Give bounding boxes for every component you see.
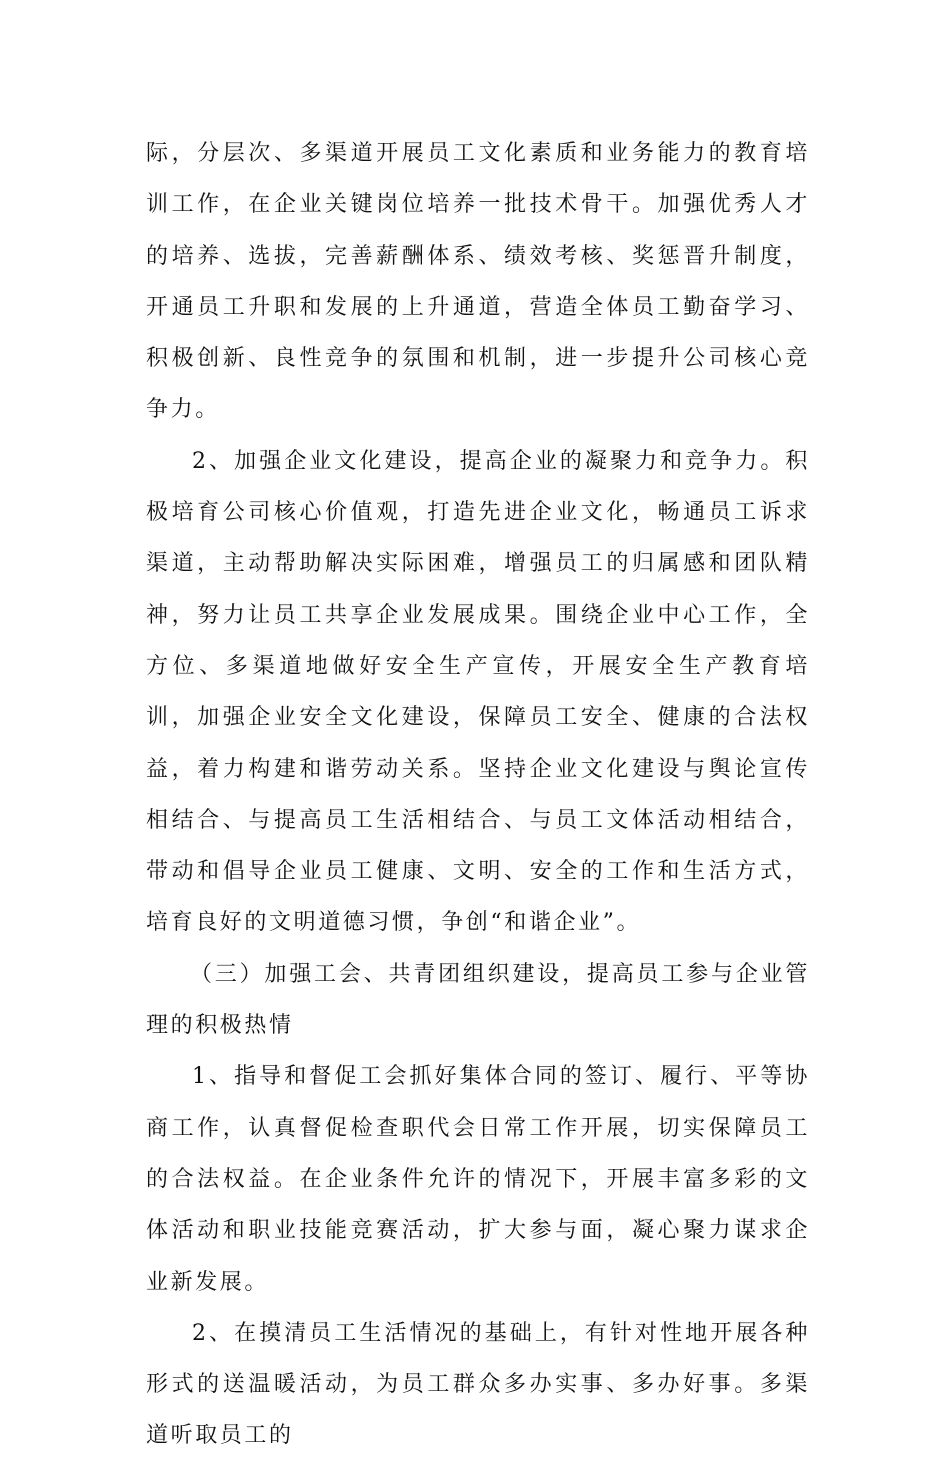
paragraph-union-guidance: 1、指导和督促工会抓好集体合同的签订、履行、平等协商工作，认真督促检查职代会日常工作开展，切实保障员工的合法权益。在企业条件允许的情况下，开展丰富多彩的文体活动和职业技能竞赛活动，扩大参与面，凝心聚力谋求企业新发展。 [146, 1064, 810, 1295]
paragraph-corporate-culture: 2、加强企业文化建设，提高企业的凝聚力和竞争力。积极培育公司核心价值观，打造先进企业文化，畅通员工诉求渠道，主动帮助解决实际困难，增强员工的归属感和团队精神，努力让员工共享企业发展成果。围绕企业中心工作，全方位、多渠道地做好安全生产宣传，开展安全生产教育培训，加强企业安全文化建设，保障员工安全、健康的合法权益，着力构建和谐劳动关系。坚持企业文化建设与舆论宣传相结合、与提高员工生活相结合、与员工文体活动相结合，带动和倡导企业员工健康、文明、安全的工作和生活方式，培育良好的文明道德习惯，争创“和谐企业”。 [146, 448, 810, 936]
body-text [146, 128, 810, 1462]
section-heading-union: （三）加强工会、共青团组织建设，提高员工参与企业管理的积极热情 [146, 961, 810, 1039]
paragraph-continuation: 际，分层次、多渠道开展员工文化素质和业务能力的教育培训工作，在企业关键岗位培养一批技术骨干。加强优秀人才的培养、选拔，完善薪酬体系、绩效考核、奖惩晋升制度，开通员工升职和发展的上升通道，营造全体员工勤奋学习、积极创新、良性竞争的氛围和机制，进一步提升公司核心竞争力。 [146, 141, 810, 423]
paragraph-warmth-activities: 2、在摸清员工生活情况的基础上，有针对性地开展各种形式的送温暖活动，为员工群众多办实事、多办好事。多渠道听取员工的 [146, 1320, 810, 1449]
